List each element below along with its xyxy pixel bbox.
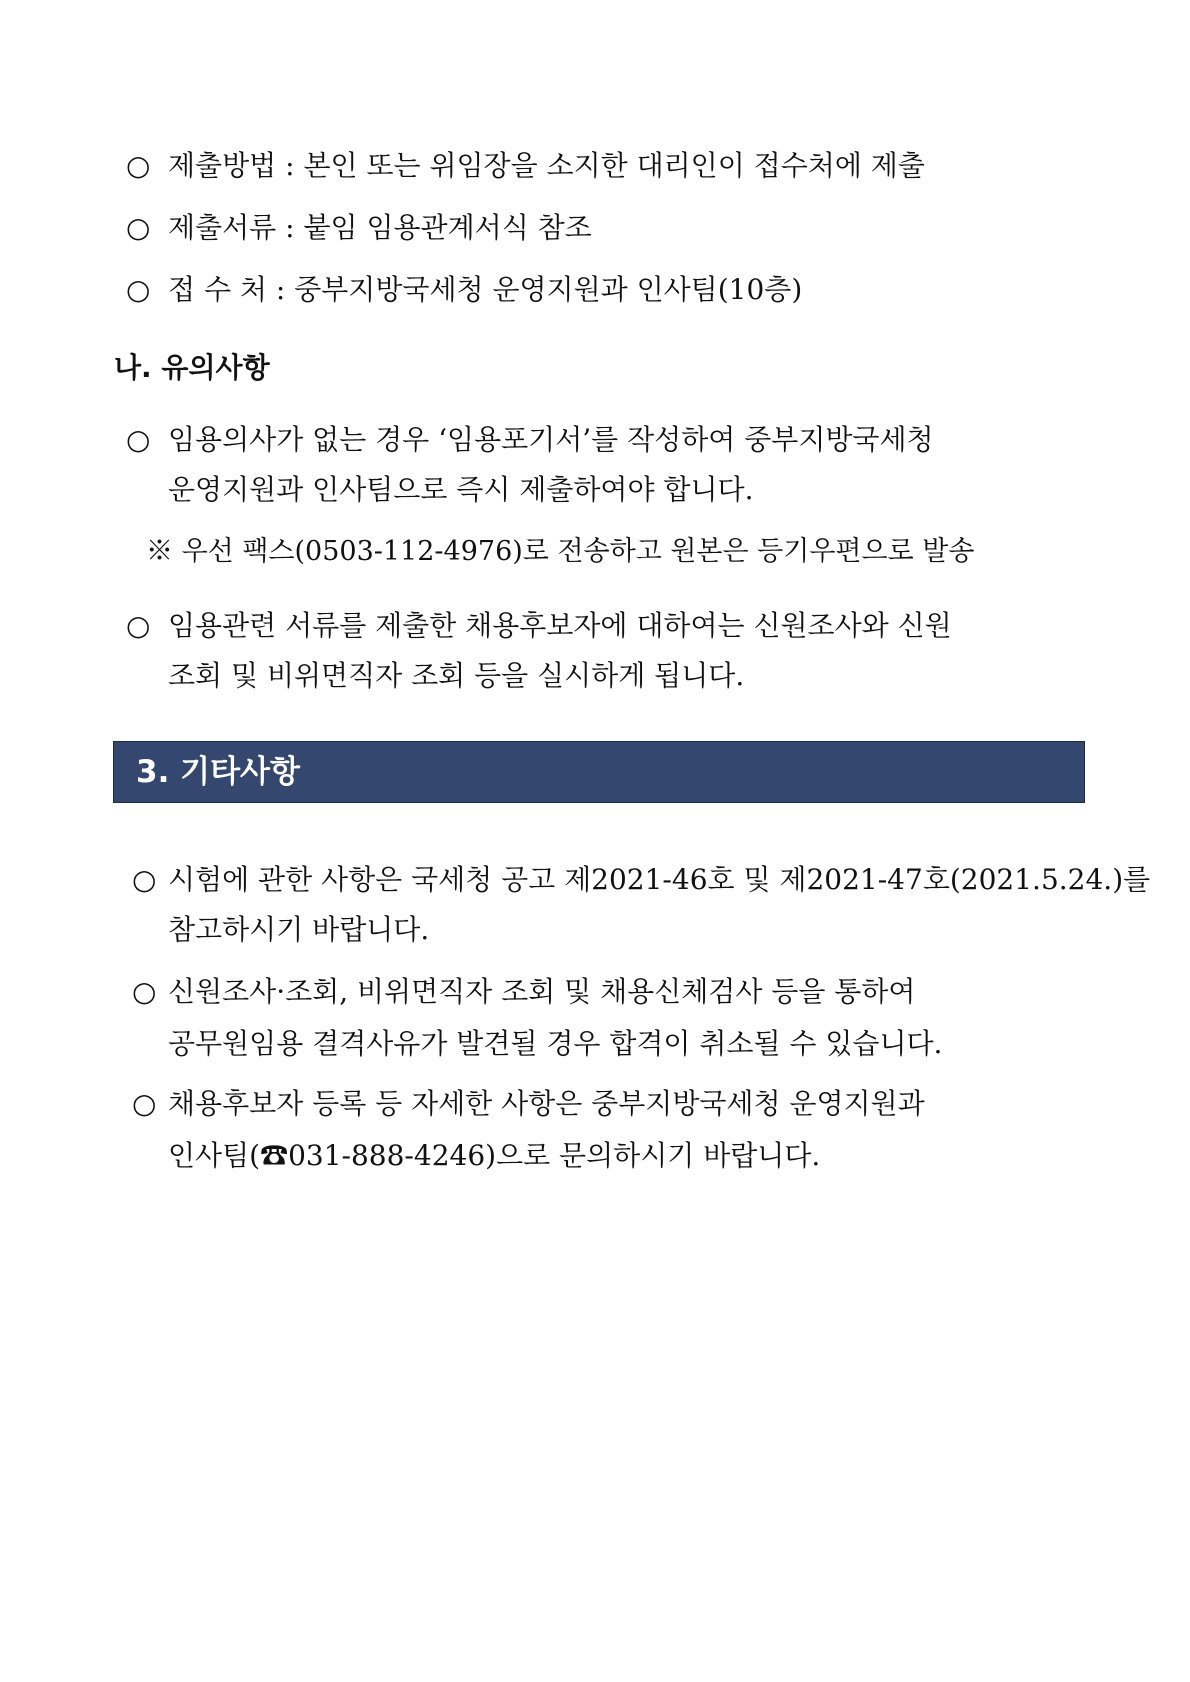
misc-item-1-line-1 bbox=[132, 862, 1150, 898]
fax-note bbox=[146, 534, 974, 570]
reception-office-sep: : bbox=[275, 273, 286, 306]
misc-item-2-text-1: 신원조사·조회, 비위면직자 조회 및 채용신체검사 등을 통하여 bbox=[168, 975, 916, 1008]
bullet-marker: ○ bbox=[132, 975, 157, 1008]
submission-documents-row bbox=[126, 210, 592, 246]
bullet-marker: ○ bbox=[126, 149, 151, 182]
precaution-item-1-line-1 bbox=[126, 422, 934, 458]
precautions-heading: 나. 유의사항 bbox=[114, 351, 270, 384]
submission-documents-text: 붙임 임용관계서식 참조 bbox=[303, 211, 592, 244]
precaution-item-1-text-1: 임용의사가 없는 경우 ‘임용포기서’를 작성하여 중부지방국세청 bbox=[168, 423, 934, 456]
misc-item-2-line-1 bbox=[132, 974, 915, 1010]
precaution-item-2-line-2: 조회 및 비위면직자 조회 등을 실시하게 됩니다. bbox=[168, 659, 745, 692]
submission-method-row bbox=[126, 148, 925, 184]
misc-item-1-line-2: 참고하시기 바랍니다. bbox=[168, 913, 430, 946]
bullet-marker: ○ bbox=[126, 273, 151, 306]
reception-office-text: 중부지방국세청 운영지원과 인사팀(10층) bbox=[294, 273, 803, 306]
misc-item-1-text-1: 시험에 관한 사항은 국세청 공고 제2021-46호 및 제2021-47호(2021.5.24.)를 bbox=[168, 863, 1151, 896]
precaution-item-2-text-1: 임용관련 서류를 제출한 채용후보자에 대하여는 신원조사와 신원 bbox=[168, 609, 952, 642]
bullet-marker: ○ bbox=[126, 423, 151, 456]
submission-method-text: 본인 또는 위임장을 소지한 대리인이 접수처에 제출 bbox=[303, 149, 925, 182]
note-mark: ※ bbox=[146, 536, 173, 567]
bullet-marker: ○ bbox=[132, 863, 157, 896]
section-3-title: 3. 기타사항 bbox=[136, 754, 300, 790]
reception-office-row bbox=[126, 272, 802, 308]
submission-method-sep: : bbox=[285, 149, 295, 182]
note-text: 우선 팩스(0503-112-4976)로 전송하고 원본은 등기우편으로 발송 bbox=[181, 536, 975, 567]
section-3-header bbox=[113, 741, 1085, 803]
precaution-item-2-line-1 bbox=[126, 608, 952, 644]
bullet-marker: ○ bbox=[132, 1087, 157, 1120]
reception-office-label: 접 수 처 bbox=[168, 273, 267, 306]
bullet-marker: ○ bbox=[126, 211, 151, 244]
bullet-marker: ○ bbox=[126, 609, 151, 642]
misc-item-3-text-1: 채용후보자 등록 등 자세한 사항은 중부지방국세청 운영지원과 bbox=[168, 1087, 925, 1120]
misc-item-3-line-1 bbox=[132, 1086, 925, 1122]
submission-method-label: 제출방법 bbox=[168, 149, 277, 182]
submission-documents-sep: : bbox=[285, 211, 295, 244]
submission-documents-label: 제출서류 bbox=[168, 211, 277, 244]
precaution-item-1-line-2: 운영지원과 인사팀으로 즉시 제출하여야 합니다. bbox=[168, 473, 754, 506]
misc-item-2-line-2: 공무원임용 결격사유가 발견될 경우 합격이 취소될 수 있습니다. bbox=[168, 1027, 943, 1060]
misc-item-3-line-2: 인사팀(☎031-888-4246)으로 문의하시기 바랍니다. bbox=[168, 1139, 821, 1172]
